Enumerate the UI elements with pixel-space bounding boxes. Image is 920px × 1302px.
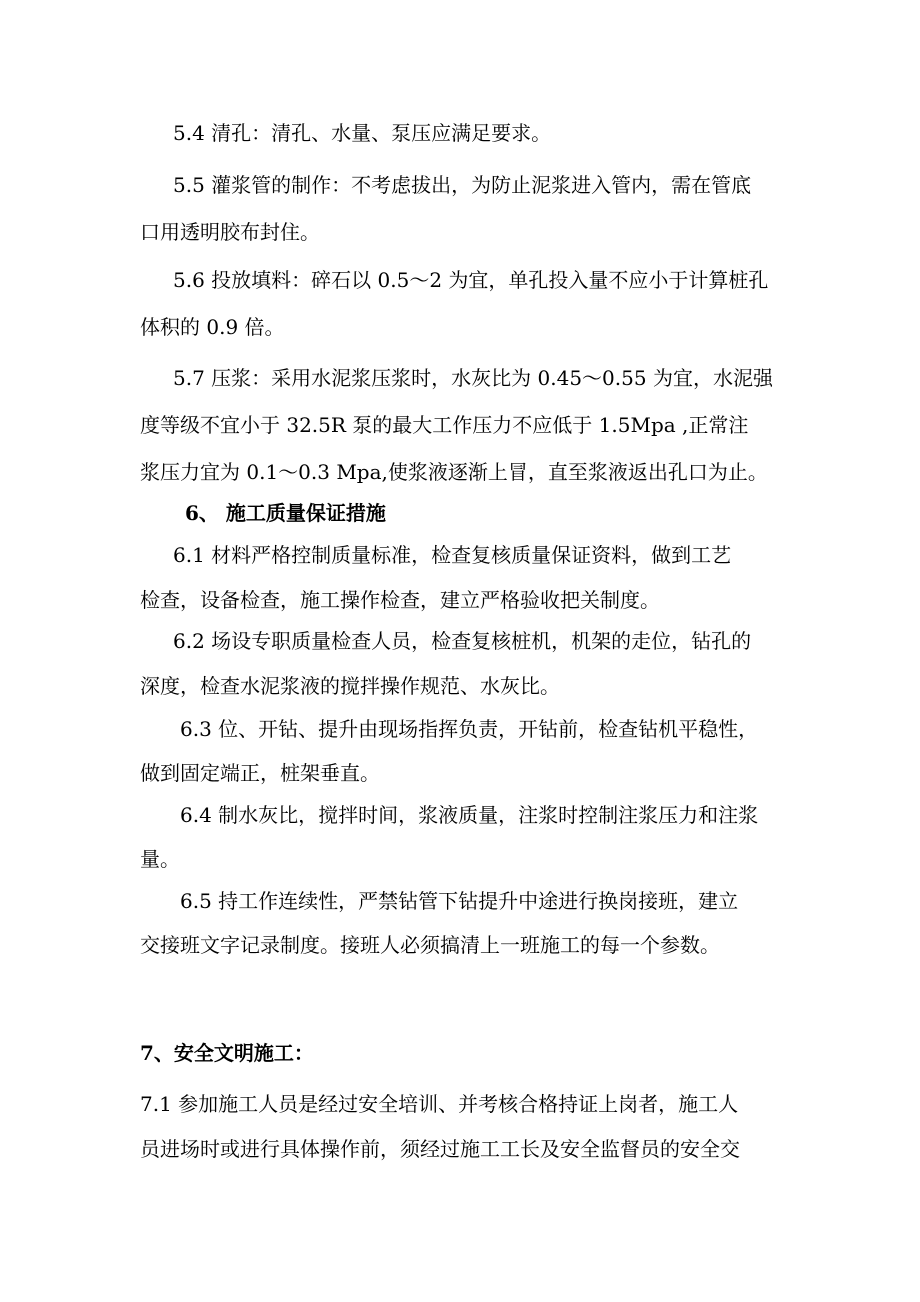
section-6-3-line-1: 6.3 位、开钻、提升由现场指挥负责，开钻前，检查钻机平稳性， [180,717,759,741]
section-6-3-line-2: 做到固定端正，桩架垂直。 [140,761,380,785]
section-6-1-line-1: 6.1 材料严格控制质量标准，检查复核质量保证资料，做到工艺 [173,543,732,567]
section-5-7-line-2: 度等级不宜小于 32.5R 泵的最大工作压力不应低于 1.5Mpa ,正常注 [140,413,749,437]
section-5-4-line-1: 5.4 清孔：清孔、水量、泵压应满足要求。 [173,121,552,145]
section-5-5-line-1: 5.5 灌浆管的制作：不考虑拔出，为防止泥浆进入管内，需在管底 [173,173,752,197]
section-6-4-line-2: 量。 [140,847,180,871]
section-6-2-line-1: 6.2 场设专职质量检查人员，检查复核桩机，机架的走位，钻孔的 [173,629,752,653]
section-6-4-line-1: 6.4 制水灰比，搅拌时间，浆液质量，注浆时控制注浆压力和注浆 [180,803,759,827]
section-6-2-line-2: 深度，检查水泥浆液的搅拌操作规范、水灰比。 [140,674,560,698]
section-6-5-line-2: 交接班文字记录制度。接班人必须搞清上一班施工的每一个参数。 [140,933,720,957]
section-5-6-line-2: 体积的 0.9 倍。 [140,315,285,339]
section-7-1-line-2: 员进场时或进行具体操作前，须经过施工工长及安全监督员的安全交 [140,1137,740,1161]
section-6-heading: 6、 施工质量保证措施 [185,501,386,525]
section-5-7-line-1: 5.7 压浆：采用水泥浆压浆时，水灰比为 0.45～0.55 为宜，水泥强 [173,366,773,390]
section-5-7-line-3: 浆压力宜为 0.1～0.3 Mpa,使浆液逐渐上冒，直至浆液返出孔口为止。 [140,460,768,484]
section-7-1-line-1: 7.1 参加施工人员是经过安全培训、并考核合格持证上岗者，施工人 [140,1092,739,1116]
section-6-5-line-1: 6.5 持工作连续性，严禁钻管下钻提升中途进行换岗接班，建立 [180,889,739,913]
section-6-1-line-2: 检查，设备检查，施工操作检查，建立严格验收把关制度。 [140,588,660,612]
section-5-5-line-2: 口用透明胶布封住。 [140,220,320,244]
section-7-heading: 7、安全文明施工： [140,1041,314,1065]
section-5-6-line-1: 5.6 投放填料：碎石以 0.5～2 为宜，单孔投入量不应小于计算桩孔 [173,268,769,292]
